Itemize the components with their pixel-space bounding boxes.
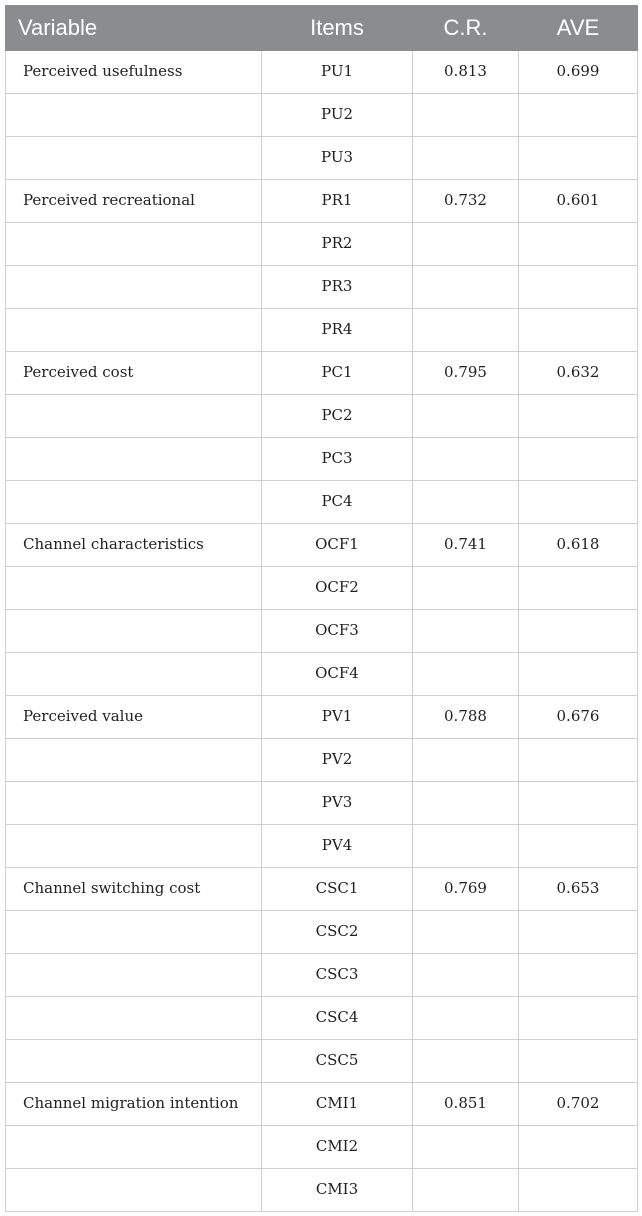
variable-cell	[6, 94, 262, 137]
cr-cell-text	[413, 309, 518, 320]
item-cell-text: PC2	[321, 406, 353, 424]
variable-cell	[6, 395, 262, 438]
variable-cell-text	[6, 739, 261, 750]
variable-cell	[6, 1040, 262, 1083]
item-cell	[262, 180, 413, 223]
table-row	[6, 309, 638, 352]
item-cell	[262, 696, 413, 739]
item-cell-text: PV2	[321, 750, 353, 768]
ave-cell-text	[519, 1169, 637, 1180]
item-cell-text: PC3	[321, 449, 353, 467]
variable-cell	[6, 524, 262, 567]
item-cell-text: CSC1	[315, 879, 359, 897]
cr-cell	[413, 1083, 519, 1126]
ave-cell-text	[519, 223, 637, 234]
variable-cell	[6, 266, 262, 309]
table-row	[6, 696, 638, 739]
ave-cell	[519, 653, 638, 696]
item-cell	[262, 1083, 413, 1126]
item-cell	[262, 137, 413, 180]
cr-cell-text	[413, 610, 518, 621]
ave-cell	[519, 610, 638, 653]
item-cell	[262, 610, 413, 653]
item-cell	[262, 94, 413, 137]
ave-cell	[519, 868, 638, 911]
variable-cell-text	[6, 610, 261, 621]
table-body	[6, 51, 638, 1212]
item-cell-text: PC4	[321, 492, 353, 510]
ave-cell-text	[519, 309, 637, 320]
variable-cell	[6, 51, 262, 94]
ave-cell-text: 0.601	[556, 191, 600, 209]
header-cr: C.R.	[413, 6, 519, 51]
item-cell-text: PC1	[321, 363, 353, 381]
ave-cell	[519, 1083, 638, 1126]
variable-cell-text	[6, 1040, 261, 1051]
table-row	[6, 1126, 638, 1169]
cr-cell-text: 0.732	[444, 191, 487, 209]
item-cell-text: CSC3	[315, 965, 359, 983]
item-cell-text: PR2	[321, 234, 353, 252]
cr-cell	[413, 481, 519, 524]
item-cell-text: PV4	[321, 836, 353, 854]
variable-cell-text	[6, 481, 261, 492]
header-variable: Variable	[6, 6, 262, 51]
table-row	[6, 352, 638, 395]
header-row	[6, 6, 638, 51]
cr-cell	[413, 524, 519, 567]
item-cell-text: PR3	[321, 277, 353, 295]
ave-cell-text	[519, 567, 637, 578]
item-cell	[262, 825, 413, 868]
cr-cell	[413, 653, 519, 696]
ave-cell	[519, 782, 638, 825]
item-cell	[262, 868, 413, 911]
variable-cell-text	[6, 782, 261, 793]
item-cell-text: OCF3	[315, 621, 359, 639]
variable-cell	[6, 739, 262, 782]
cr-cell-text	[413, 782, 518, 793]
cr-cell-text	[413, 567, 518, 578]
ave-cell	[519, 1169, 638, 1212]
cr-cell-text	[413, 94, 518, 105]
ave-cell-text: 0.676	[556, 707, 600, 725]
cr-cell-text: 0.851	[444, 1094, 487, 1112]
ave-cell	[519, 51, 638, 94]
item-cell	[262, 739, 413, 782]
ave-cell-text: 0.653	[556, 879, 600, 897]
variable-cell	[6, 481, 262, 524]
ave-cell	[519, 739, 638, 782]
variable-cell-text: Channel migration intention	[23, 1094, 239, 1112]
ave-cell	[519, 438, 638, 481]
variable-cell-text	[6, 137, 261, 148]
cr-cell	[413, 438, 519, 481]
variable-cell-text: Perceived value	[23, 707, 144, 725]
item-cell	[262, 1169, 413, 1212]
ave-cell	[519, 137, 638, 180]
cr-cell	[413, 782, 519, 825]
ave-cell	[519, 954, 638, 997]
header-ave: AVE	[519, 6, 638, 51]
ave-cell	[519, 223, 638, 266]
cr-cell	[413, 309, 519, 352]
table-row	[6, 223, 638, 266]
variable-cell-text	[6, 825, 261, 836]
cr-cell-text: 0.769	[444, 879, 487, 897]
variable-cell-text	[6, 438, 261, 449]
item-cell-text: CMI2	[315, 1137, 359, 1155]
variable-cell-text	[6, 395, 261, 406]
item-cell-text: PU2	[320, 105, 353, 123]
ave-cell	[519, 180, 638, 223]
item-cell	[262, 481, 413, 524]
cr-cell	[413, 825, 519, 868]
table-row	[6, 94, 638, 137]
item-cell	[262, 524, 413, 567]
cr-cell	[413, 739, 519, 782]
variable-cell-text: Perceived usefulness	[23, 62, 183, 80]
ave-cell-text	[519, 610, 637, 621]
variable-cell	[6, 997, 262, 1040]
cr-cell	[413, 1040, 519, 1083]
variable-cell-text: Channel switching cost	[23, 879, 201, 897]
table-header	[6, 6, 638, 51]
cr-cell	[413, 51, 519, 94]
ave-cell-text	[519, 395, 637, 406]
ave-cell-text	[519, 825, 637, 836]
cr-cell	[413, 266, 519, 309]
item-cell	[262, 567, 413, 610]
variable-cell-text	[6, 94, 261, 105]
variable-cell-text	[6, 954, 261, 965]
cr-cell-text: 0.813	[444, 62, 487, 80]
variable-cell-text: Channel characteristics	[23, 535, 204, 553]
variable-cell	[6, 223, 262, 266]
variable-cell	[6, 782, 262, 825]
variable-cell-text: Perceived recreational	[23, 191, 195, 209]
item-cell-text: PV1	[321, 707, 353, 725]
cr-cell	[413, 180, 519, 223]
item-cell-text: PR1	[321, 191, 353, 209]
table-row	[6, 137, 638, 180]
variable-cell	[6, 1083, 262, 1126]
variable-cell-text	[6, 223, 261, 234]
ave-cell	[519, 911, 638, 954]
ave-cell	[519, 1126, 638, 1169]
ave-cell	[519, 1040, 638, 1083]
variable-cell-text: Perceived cost	[23, 363, 134, 381]
item-cell-text: PR4	[321, 320, 353, 338]
table-row	[6, 180, 638, 223]
cr-cell-text	[413, 223, 518, 234]
table-row	[6, 653, 638, 696]
cr-cell	[413, 1169, 519, 1212]
ave-cell	[519, 266, 638, 309]
ave-cell-text: 0.632	[556, 363, 600, 381]
ave-cell-text: 0.702	[556, 1094, 600, 1112]
variable-cell-text	[6, 309, 261, 320]
cr-cell-text	[413, 997, 518, 1008]
cr-cell-text	[413, 1126, 518, 1137]
variable-cell-text	[6, 266, 261, 277]
item-cell	[262, 438, 413, 481]
cr-cell	[413, 911, 519, 954]
ave-cell-text: 0.618	[556, 535, 600, 553]
cr-cell-text: 0.788	[444, 707, 487, 725]
ave-cell-text	[519, 137, 637, 148]
cr-cell-text	[413, 739, 518, 750]
ave-cell-text	[519, 954, 637, 965]
variable-cell-text	[6, 1126, 261, 1137]
ave-cell	[519, 825, 638, 868]
cr-cell	[413, 954, 519, 997]
item-cell	[262, 653, 413, 696]
cr-cell-text	[413, 954, 518, 965]
item-cell-text: CMI1	[315, 1094, 359, 1112]
table-row	[6, 739, 638, 782]
cr-cell	[413, 137, 519, 180]
cr-cell-text	[413, 438, 518, 449]
item-cell-text: CSC2	[315, 922, 359, 940]
ave-cell-text	[519, 481, 637, 492]
ave-cell	[519, 567, 638, 610]
variable-cell-text	[6, 997, 261, 1008]
cr-cell	[413, 94, 519, 137]
variable-cell	[6, 1169, 262, 1212]
cr-cell	[413, 1126, 519, 1169]
cr-cell	[413, 997, 519, 1040]
ave-cell	[519, 524, 638, 567]
item-cell	[262, 223, 413, 266]
variable-cell	[6, 610, 262, 653]
variable-cell	[6, 438, 262, 481]
ave-cell	[519, 696, 638, 739]
item-cell-text: PU1	[320, 62, 353, 80]
item-cell	[262, 911, 413, 954]
item-cell-text: PU3	[320, 148, 353, 166]
cr-cell	[413, 567, 519, 610]
ave-cell	[519, 94, 638, 137]
table-row	[6, 610, 638, 653]
table-row	[6, 524, 638, 567]
table-row	[6, 911, 638, 954]
ave-cell-text	[519, 94, 637, 105]
cr-cell	[413, 352, 519, 395]
cr-cell-text: 0.795	[444, 363, 487, 381]
item-cell	[262, 395, 413, 438]
variable-cell-text	[6, 1169, 261, 1180]
table-row	[6, 782, 638, 825]
table-row	[6, 438, 638, 481]
table-row	[6, 1040, 638, 1083]
item-cell-text: OCF2	[315, 578, 359, 596]
table-row	[6, 266, 638, 309]
item-cell	[262, 782, 413, 825]
table-row	[6, 825, 638, 868]
ave-cell-text	[519, 782, 637, 793]
ave-cell	[519, 395, 638, 438]
variable-cell	[6, 653, 262, 696]
variable-cell	[6, 180, 262, 223]
item-cell	[262, 352, 413, 395]
cr-cell-text	[413, 911, 518, 922]
header-items: Items	[262, 6, 413, 51]
ave-cell-text	[519, 1040, 637, 1051]
ave-cell-text	[519, 653, 637, 664]
item-cell	[262, 954, 413, 997]
item-cell-text: OCF1	[315, 535, 359, 553]
reliability-table-container	[5, 5, 637, 1212]
item-cell	[262, 309, 413, 352]
item-cell	[262, 51, 413, 94]
table-row	[6, 997, 638, 1040]
ave-cell	[519, 352, 638, 395]
item-cell	[262, 266, 413, 309]
cr-cell-text: 0.741	[444, 535, 487, 553]
item-cell	[262, 997, 413, 1040]
item-cell-text: CMI3	[315, 1180, 359, 1198]
cr-cell-text	[413, 1040, 518, 1051]
ave-cell	[519, 309, 638, 352]
cr-cell	[413, 395, 519, 438]
cr-cell-text	[413, 1169, 518, 1180]
table-row	[6, 567, 638, 610]
table-row	[6, 1169, 638, 1212]
cr-cell	[413, 696, 519, 739]
cr-cell-text	[413, 481, 518, 492]
variable-cell	[6, 911, 262, 954]
cr-cell	[413, 868, 519, 911]
table-row	[6, 481, 638, 524]
cr-cell	[413, 610, 519, 653]
ave-cell	[519, 481, 638, 524]
item-cell-text: PV3	[321, 793, 353, 811]
variable-cell	[6, 137, 262, 180]
item-cell-text: OCF4	[315, 664, 359, 682]
table-row	[6, 51, 638, 94]
ave-cell-text	[519, 266, 637, 277]
ave-cell-text	[519, 739, 637, 750]
variable-cell	[6, 868, 262, 911]
variable-cell-text	[6, 911, 261, 922]
variable-cell	[6, 567, 262, 610]
variable-cell	[6, 825, 262, 868]
reliability-table	[5, 5, 638, 1212]
table-row	[6, 868, 638, 911]
table-row	[6, 954, 638, 997]
variable-cell	[6, 696, 262, 739]
cr-cell	[413, 223, 519, 266]
cr-cell-text	[413, 395, 518, 406]
ave-cell	[519, 997, 638, 1040]
table-row	[6, 395, 638, 438]
cr-cell-text	[413, 653, 518, 664]
cr-cell-text	[413, 825, 518, 836]
ave-cell-text	[519, 997, 637, 1008]
item-cell-text: CSC5	[315, 1051, 359, 1069]
variable-cell	[6, 1126, 262, 1169]
variable-cell-text	[6, 567, 261, 578]
ave-cell-text	[519, 1126, 637, 1137]
table-row	[6, 1083, 638, 1126]
item-cell	[262, 1040, 413, 1083]
variable-cell	[6, 954, 262, 997]
variable-cell	[6, 352, 262, 395]
ave-cell-text: 0.699	[556, 62, 600, 80]
variable-cell	[6, 309, 262, 352]
cr-cell-text	[413, 266, 518, 277]
variable-cell-text	[6, 653, 261, 664]
cr-cell-text	[413, 137, 518, 148]
item-cell	[262, 1126, 413, 1169]
item-cell-text: CSC4	[315, 1008, 359, 1026]
ave-cell-text	[519, 438, 637, 449]
ave-cell-text	[519, 911, 637, 922]
